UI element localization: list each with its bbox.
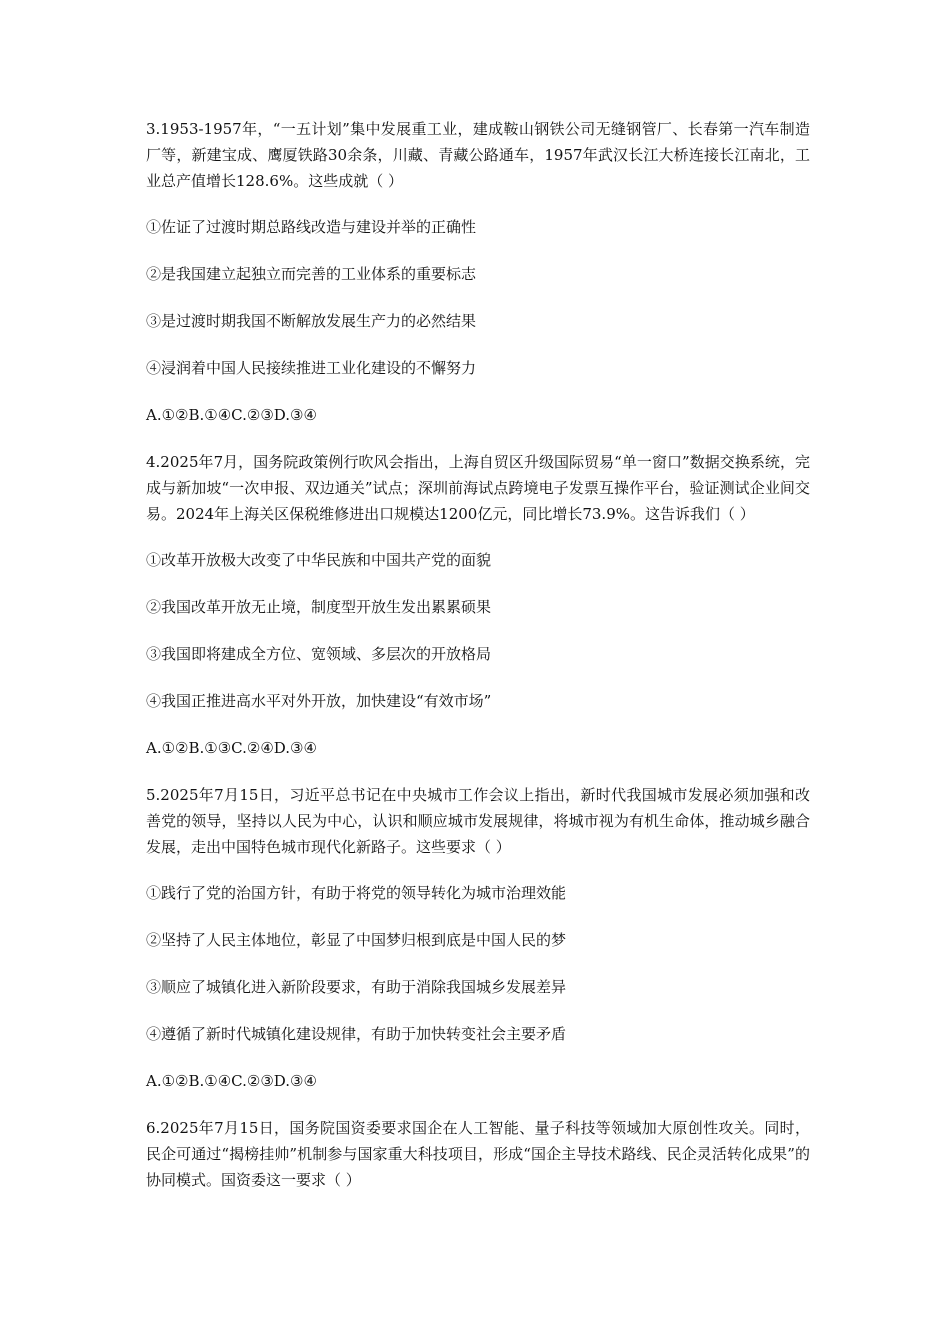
answer-choices: A.①②B.①③C.②④D.③④ <box>146 739 317 757</box>
question-stem: 4.2025年7月，国务院政策例行吹风会指出，上海自贸区升级国际贸易“单一窗口”数据交换系统，完成与新加坡“一次申报、双边通关”试点；深圳前海试点跨境电子发票互操作平台，验证测试企业间交易。2024年上海关区保税维修进出口规模达1200亿元，同比增长73.9%。这告诉我们（ ） <box>146 453 810 523</box>
option-4: ④遵循了新时代城镇化建设规律，有助于加快转变社会主要矛盾 <box>146 1025 567 1043</box>
question-4 <box>146 449 810 761</box>
question-stem: 6.2025年7月15日，国务院国资委要求国企在人工智能、量子科技等领域加大原创性攻关。同时，民企可通过“揭榜挂帅”机制参与国家重大科技项目，形成“国企主导技术路线、民企灵活转化成果”的协同模式。国资委这一要求（ ） <box>146 1119 810 1189</box>
option-3: ③是过渡时期我国不断解放发展生产力的必然结果 <box>146 312 477 330</box>
option-2: ②坚持了人民主体地位，彰显了中国梦归根到底是中国人民的梦 <box>146 931 567 949</box>
option-3: ③顺应了城镇化进入新阶段要求，有助于消除我国城乡发展差异 <box>146 978 567 996</box>
question-5 <box>146 782 810 1094</box>
question-stem: 5.2025年7月15日，习近平总书记在中央城市工作会议上指出，新时代我国城市发展必须加强和改善党的领导，坚持以人民为中心，认识和顺应城市发展规律，将城市视为有机生命体，推动城乡融合发展，走出中国特色城市现代化新路子。这些要求（ ） <box>146 786 810 856</box>
question-stem: 3.1953-1957年，“一五计划”集中发展重工业，建成鞍山钢铁公司无缝钢管厂、长春第一汽车制造厂等，新建宝成、鹰厦铁路30余条，川藏、青藏公路通车，1957年武汉长江大桥连接长江南北，工业总产值增长128.6%。这些成就（ ） <box>146 120 810 190</box>
option-2: ②我国改革开放无止境，制度型开放生发出累累硕果 <box>146 598 492 616</box>
question-3 <box>146 116 810 428</box>
option-1: ①改革开放极大改变了中华民族和中国共产党的面貌 <box>146 551 492 569</box>
question-6 <box>146 1115 810 1193</box>
option-4: ④浸润着中国人民接续推进工业化建设的不懈努力 <box>146 359 477 377</box>
option-4: ④我国正推进高水平对外开放，加快建设“有效市场” <box>146 692 492 710</box>
option-1: ①佐证了过渡时期总路线改造与建设并举的正确性 <box>146 218 477 236</box>
option-3: ③我国即将建成全方位、宽领域、多层次的开放格局 <box>146 645 492 663</box>
document-page <box>146 116 810 1213</box>
answer-choices: A.①②B.①④C.②③D.③④ <box>146 406 317 424</box>
option-1: ①践行了党的治国方针，有助于将党的领导转化为城市治理效能 <box>146 884 567 902</box>
option-2: ②是我国建立起独立而完善的工业体系的重要标志 <box>146 265 477 283</box>
answer-choices: A.①②B.①④C.②③D.③④ <box>146 1072 317 1090</box>
